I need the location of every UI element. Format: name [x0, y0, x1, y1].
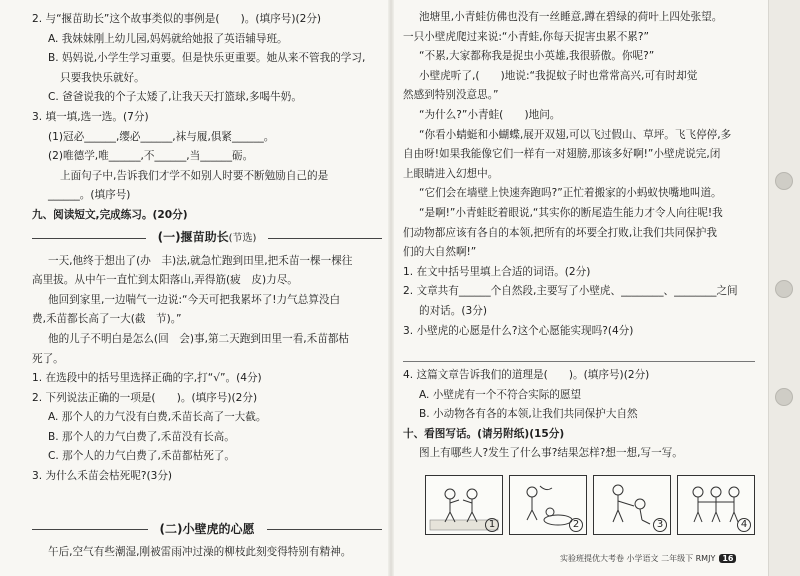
- passage-1-q2: 2. 下列说法正确的一项是( )。(填序号)(2分): [32, 391, 258, 404]
- passage-2-q4: 4. 这篇文章告诉我们的道理是( )。(填序号)(2分): [403, 369, 650, 382]
- picture-number: 1: [485, 518, 499, 532]
- passage-2-q3: 3. 小壁虎的心愿是什么?这个心愿能实现吗?(4分): [403, 324, 634, 337]
- option-b-cont: 只要我快乐就好。: [60, 71, 145, 84]
- divider: [268, 238, 382, 239]
- passage-2-line: 池塘里,小青蛙仿佛也没有一丝睡意,蹲在碧绿的荷叶上四处张望。: [419, 11, 723, 23]
- fill-answer: ______。(填序号): [48, 189, 131, 202]
- answer-line[interactable]: [403, 343, 755, 362]
- passage-2-line: 上眼睛进入幻想中。: [403, 167, 499, 180]
- page-number: 16: [719, 554, 736, 563]
- passage-2-line: 们的大自然啊!”: [403, 246, 477, 259]
- q2-option-a: A. 那个人的力气没有白费,禾苗长高了一大截。: [48, 411, 267, 424]
- question-3-left: 3. 填一填,选一选。(7分): [32, 110, 149, 123]
- fill-question: 上面句子中,告诉我们才学不如别人时要不断勉励自己的是: [60, 169, 329, 182]
- option-a: A. 我妹妹刚上幼儿园,妈妈就给她报了英语辅导班。: [48, 32, 288, 45]
- binding-hole: [775, 280, 793, 298]
- right-page: [403, 8, 755, 464]
- passage-1-q1: 1. 在选段中的括号里选择正确的字,打“√”。(4分): [32, 372, 262, 385]
- answer-space: [32, 487, 382, 517]
- passage-1-para-2-cont: 费,禾苗都长高了一大(截 节)。”: [32, 313, 182, 326]
- passage-2-line: “它们会在墙壁上快速奔跑吗?”正忙着搬家的小蚂蚁快嘴地叫道。: [419, 187, 722, 200]
- section-10-heading: 十、看图写话。(请另附纸)(15分): [403, 427, 565, 440]
- question-2-left: 2. 与“揠苗助长”这个故事类似的事例是( )。(填序号)(2分): [32, 13, 322, 25]
- page-spine: [388, 0, 394, 576]
- passage-2-q2: 2. 文章共有______个自然段,主要写了小壁虎、________、________之间: [403, 285, 738, 298]
- passage-1-para-3-cont: 死了。: [32, 352, 64, 365]
- q2-option-c: C. 那个人的力气白费了,禾苗都枯死了。: [48, 450, 235, 463]
- fill-2: (2)唯德学,唯______,不______,当______砺。: [48, 150, 254, 163]
- q4-option-b: B. 小动物各有各的本领,让我们共同保护大自然: [419, 408, 638, 421]
- passage-1-q3: 3. 为什么禾苗会枯死呢?(3分): [32, 470, 173, 483]
- q4-option-a: A. 小壁虎有一个不符合实际的愿望: [419, 388, 582, 401]
- fill-1: (1)冠必______,缨必______,袜与履,俱紧______。: [48, 130, 275, 143]
- passage-1-para-1-cont: 高里拔。从中午一直忙到太阳落山,弄得筋(疲 皮)力尽。: [32, 274, 298, 287]
- picture-panel: [425, 475, 503, 535]
- passage-1-title-note: (节选): [228, 233, 257, 245]
- q2-option-b: B. 那个人的力气白费了,禾苗没有长高。: [48, 430, 235, 443]
- left-page: [32, 10, 382, 562]
- section-9-heading: 九、阅读短文,完成练习。(20分): [32, 208, 188, 221]
- picture-panel: [677, 475, 755, 535]
- binding-hole: [775, 172, 793, 190]
- passage-2-q1: 1. 在文中括号里填上合适的词语。(2分): [403, 265, 591, 278]
- binding-strip: [768, 0, 800, 576]
- passage-2-line: 自由呀!如果我能像它们一样有一对翅膀,那该多好啊!”小壁虎说完,闭: [403, 148, 721, 161]
- passage-2-line: 然感到特别没意思。”: [403, 89, 499, 102]
- passage-1-title-text: (一)揠苗助长: [157, 230, 229, 245]
- passage-2-line: “你看小蜻蜓和小蝴蝶,展开双翅,可以飞过假山、草坪。飞飞停停,多: [419, 128, 732, 141]
- passage-1-title-bar: [32, 229, 382, 249]
- passage-1-para-2: 他回到家里,一边喘气一边说:“今天可把我累坏了!力气总算没白: [48, 293, 341, 306]
- passage-2-line: 一只小壁虎爬过来说:“小青蛙,你每天捉害虫累不累?”: [403, 30, 650, 43]
- picture-number: 4: [737, 518, 751, 532]
- binding-hole: [775, 388, 793, 406]
- passage-2-title-bar: [32, 520, 382, 540]
- picture-panel: [593, 475, 671, 535]
- divider: [32, 238, 146, 239]
- page-footer: [560, 553, 736, 564]
- picture-sequence: [425, 475, 755, 535]
- option-b: B. 妈妈说,小学生学习重要。但是快乐更重要。她从来不管我的学习,: [48, 52, 366, 65]
- passage-2-line: “不累,大家都称我是捉虫小英雄,我很骄傲。你呢?”: [419, 50, 655, 63]
- footer-text: 实验班提优大考卷 小学语文 二年级下 RMJY: [560, 554, 716, 563]
- picture-panel: [509, 475, 587, 535]
- picture-number: 2: [569, 518, 583, 532]
- passage-2-line: 小壁虎听了,( )地说:“我捉蚊子时也常常高兴,可有时却觉: [419, 69, 698, 82]
- passage-2-line: “为什么?”小青蛙( )地问。: [419, 108, 561, 121]
- divider: [267, 529, 383, 530]
- passage-2-para-1: 午后,空气有些潮湿,刚被雷雨冲过澡的柳枝此刻变得特别有精神。: [48, 545, 352, 558]
- divider: [32, 529, 148, 530]
- passage-2-line: “是啊!”小青蛙眨着眼说,“其实你的断尾造生能力才令人向往呢!我: [419, 206, 723, 219]
- passage-1-para-3: 他的儿子不明白是怎么(回 会)事,第二天跑到田里一看,禾苗都枯: [48, 332, 350, 345]
- passage-1-para-1: 一天,他终于想出了(办 丰)法,就急忙跑到田里,把禾苗一棵一棵往: [48, 254, 353, 267]
- passage-2-line: 们动物都应该有各自的本领,把所有的坏要全打败,让我们共同保护我: [403, 226, 717, 239]
- option-c: C. 爸爸说我的个子太矮了,让我天天打篮球,多喝牛奶。: [48, 91, 302, 104]
- picture-number: 3: [653, 518, 667, 532]
- passage-2-q2-cont: 的对话。(3分): [419, 304, 487, 317]
- passage-1-title: [146, 228, 269, 249]
- picture-writing-prompt: 图上有哪些人?发生了什么事?结果怎样?想一想,写一写。: [419, 447, 683, 460]
- passage-2-title: (二)小壁虎的心愿: [159, 521, 255, 536]
